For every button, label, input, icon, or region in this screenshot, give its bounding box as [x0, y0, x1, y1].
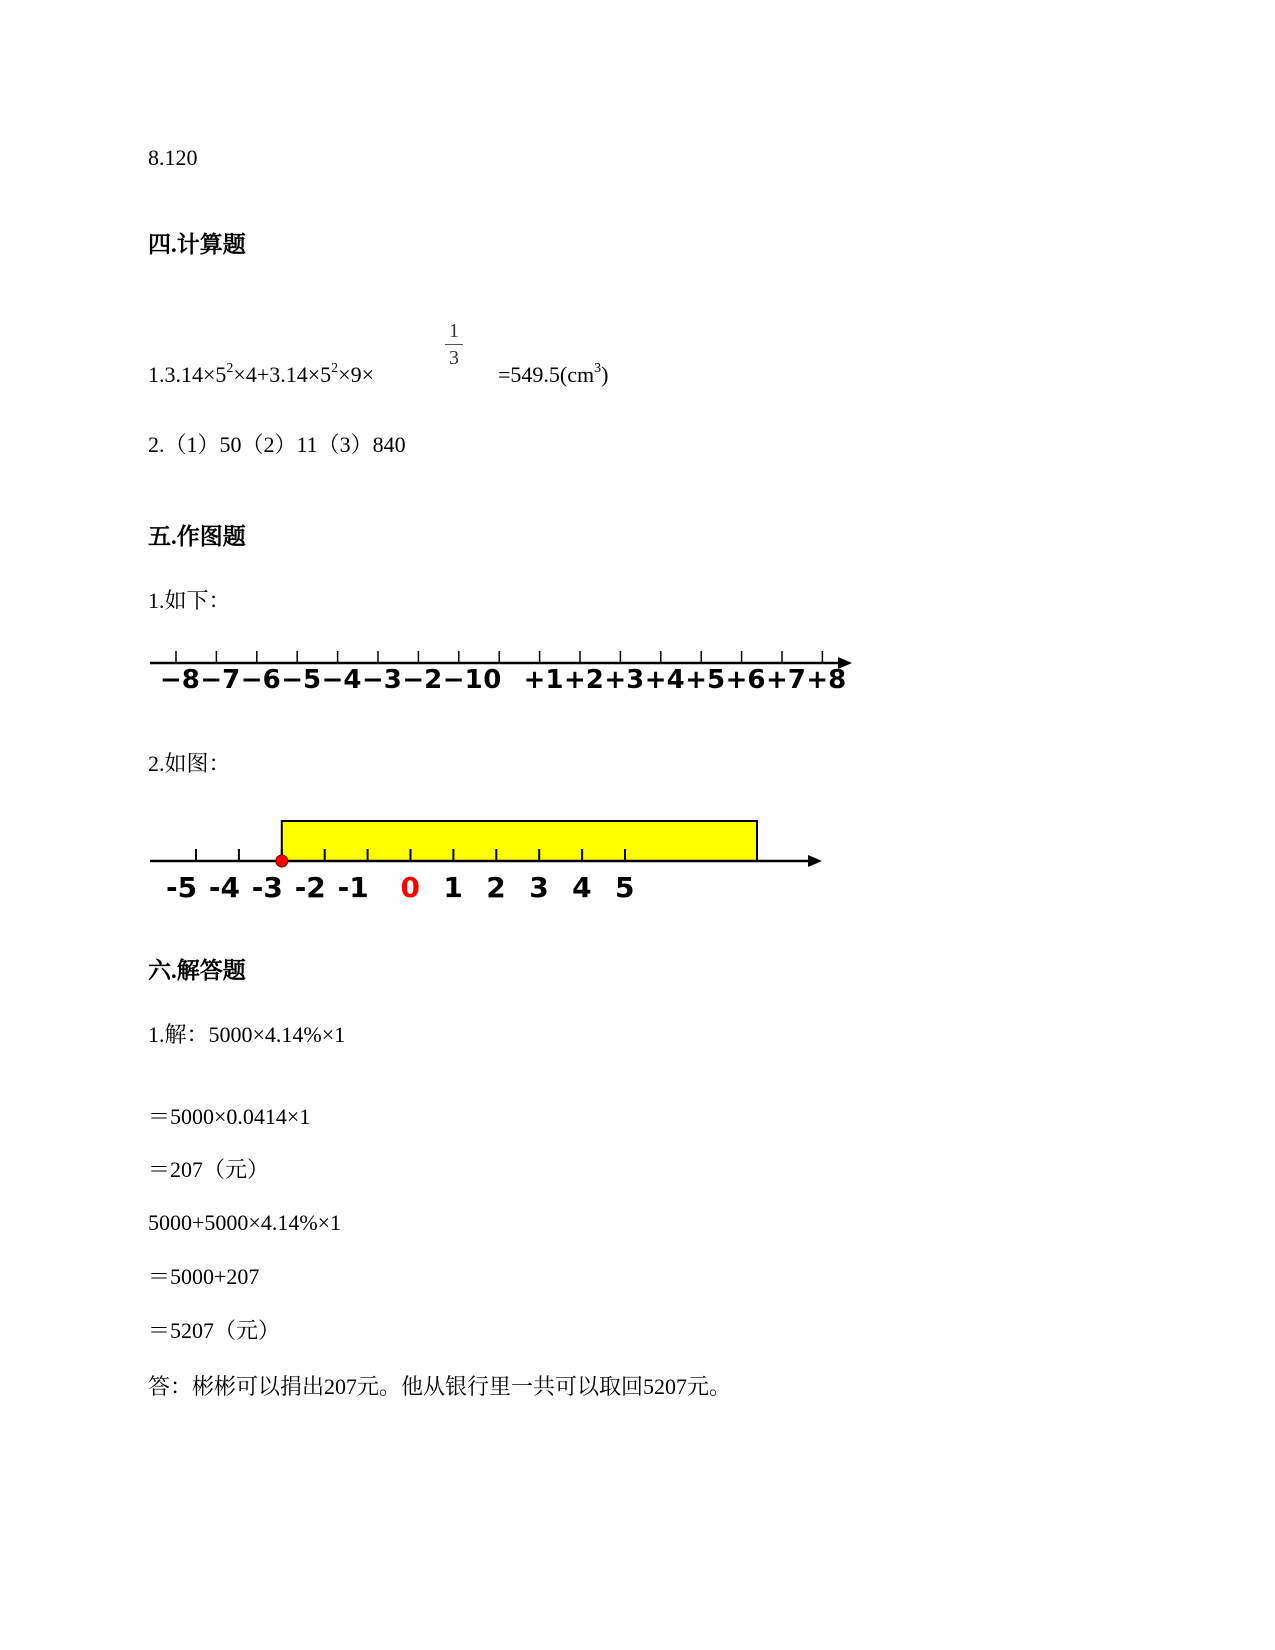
- tick-label: +1: [523, 665, 564, 695]
- solution-line-4: 5000+5000×4.14%×1: [148, 1210, 342, 1235]
- solution-line-5: ＝5000+207: [148, 1264, 260, 1289]
- tick-label: +6: [725, 665, 766, 695]
- calc-q1-exp1: 2: [226, 360, 234, 376]
- tick-label: −7: [200, 665, 241, 695]
- tick-label: -2: [294, 871, 326, 904]
- tick-label: +8: [806, 665, 847, 695]
- tick-label: +7: [766, 665, 806, 695]
- tick-label: 1: [443, 871, 463, 904]
- tick-label: 2: [486, 871, 506, 904]
- tick-label: −8: [160, 665, 200, 695]
- drawing-q2-label: 2.如图：: [148, 751, 231, 776]
- calc-q2-answer: 2.（1）50（2）11（3）840: [148, 432, 406, 457]
- solution-line-6: ＝5207（元）: [148, 1318, 281, 1343]
- tick-label: −2: [402, 665, 443, 695]
- drawing-q1-label: 1.如下：: [148, 588, 231, 613]
- tick-label: -3: [251, 871, 283, 904]
- tick-label: 0: [400, 871, 420, 904]
- section-heading-calculation: 四.计算题: [148, 232, 246, 257]
- tick-label: 0: [483, 665, 502, 695]
- tick-label: +4: [644, 665, 685, 695]
- calc-q1-part1: 1.3.14×5: [148, 362, 227, 387]
- tick-label: -5: [166, 871, 198, 904]
- tick-label: -1: [337, 871, 369, 904]
- calc-q1-part3: ×9×: [338, 362, 374, 387]
- tick-label: −5: [281, 665, 322, 695]
- tick-label: +3: [604, 665, 645, 695]
- highlight-region: [282, 821, 757, 861]
- solution-line-3: ＝207（元）: [148, 1157, 270, 1182]
- solution-line-2: ＝5000×0.0414×1: [148, 1104, 311, 1129]
- calc-q1-result-value: =549.5(cm: [498, 362, 595, 387]
- tick-label: +2: [564, 665, 604, 695]
- answer-8: 8.120: [148, 145, 198, 170]
- axis-arrow-icon: [808, 855, 822, 867]
- tick-label: −6: [240, 665, 281, 695]
- tick-label: −1: [442, 665, 483, 695]
- section-heading-drawing: 五.作图题: [148, 524, 246, 549]
- fraction-denominator: 3: [449, 347, 459, 369]
- solution-line-1: 1.解：5000×4.14%×1: [148, 1022, 346, 1047]
- tick-label: −3: [362, 665, 402, 695]
- tick-label: +5: [685, 665, 726, 695]
- section-heading-solution: 六.解答题: [148, 958, 246, 983]
- calc-q1-exp2: 2: [331, 360, 339, 376]
- start-point-dot: [276, 855, 288, 867]
- calc-q1-result-unit-exp: 3: [594, 360, 602, 376]
- tick-label: −4: [321, 665, 362, 695]
- solution-answer: 答：彬彬可以捐出207元。他从银行里一共可以取回5207元。: [148, 1374, 732, 1399]
- calc-q1-part2: ×4+3.14×5: [233, 362, 332, 387]
- tick-label: -4: [208, 871, 241, 904]
- tick-label: 4: [572, 871, 592, 904]
- calc-q1-result-close: ): [601, 362, 609, 387]
- tick-label: 3: [529, 871, 549, 904]
- tick-label: 5: [615, 871, 635, 904]
- fraction-numerator: 1: [449, 320, 459, 342]
